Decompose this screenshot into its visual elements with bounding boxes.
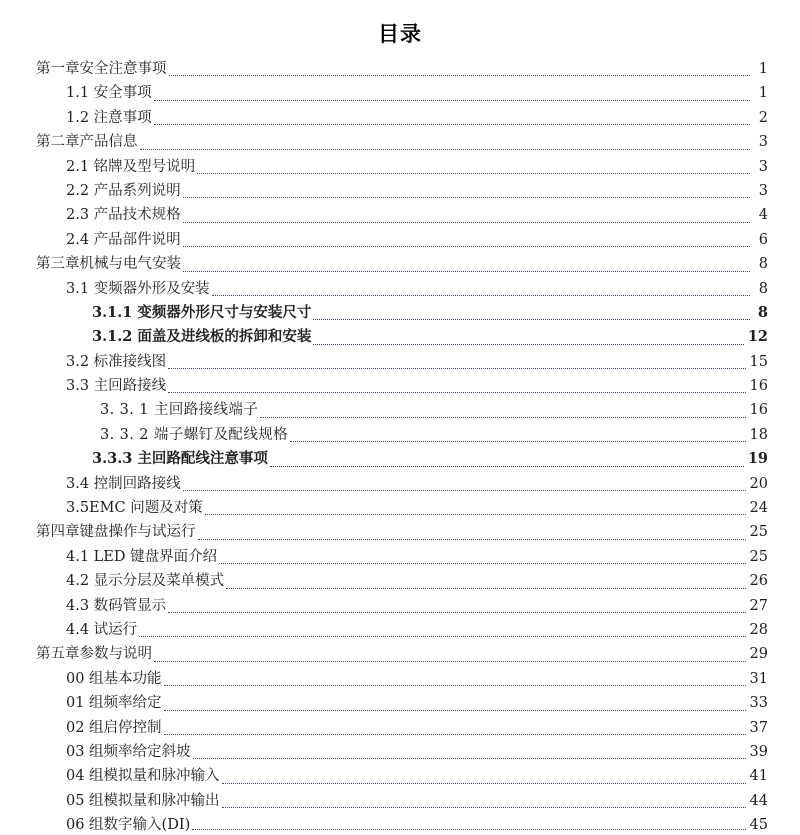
toc-entry[interactable] [92, 447, 768, 471]
toc-entry[interactable] [66, 569, 768, 593]
toc-entry[interactable] [66, 618, 768, 642]
toc-entry-page-number: 39 [749, 743, 768, 760]
toc-entry[interactable] [66, 179, 768, 203]
toc-entry-label: 3. 3. 1 主回路接线端子 [100, 402, 259, 419]
toc-entry-label: 3.4 控制回路接线 [66, 475, 181, 492]
toc-entry[interactable] [92, 301, 768, 325]
toc-entry-page-number: 8 [758, 256, 768, 273]
toc-entry[interactable] [66, 813, 768, 835]
toc-entry-label: 4.2 显示分层及菜单模式 [66, 573, 225, 590]
toc-entry-label: 2.2 产品系列说明 [66, 182, 181, 199]
toc-entry[interactable] [66, 545, 768, 569]
toc-entry[interactable] [66, 740, 768, 764]
toc-dot-leader [183, 259, 750, 273]
toc-entry[interactable] [66, 496, 768, 520]
toc-dot-leader [168, 600, 745, 614]
toc-entry-page-number: 44 [749, 792, 768, 809]
toc-dot-leader [183, 234, 750, 248]
toc-entry-page-number: 1 [758, 85, 768, 102]
toc-entry-page-number: 18 [749, 426, 768, 443]
toc-entry-label: 2.3 产品技术规格 [66, 207, 181, 224]
toc-entry-label: 第二章产品信息 [36, 134, 138, 151]
toc-entry-label: 01 组频率给定 [66, 695, 162, 712]
toc-dot-leader [183, 185, 750, 199]
toc-entry-page-number: 31 [749, 670, 768, 687]
toc-entry-page-number: 19 [747, 450, 768, 468]
toc-entry-page-number: 41 [749, 768, 768, 785]
toc-entry-label: 3. 3. 2 端子螺钉及配线规格 [100, 426, 289, 443]
toc-entry[interactable] [66, 716, 768, 740]
toc-entry-label: 02 组启停控制 [66, 719, 162, 736]
toc-entry[interactable] [36, 57, 768, 81]
toc-dot-leader [154, 649, 746, 663]
toc-entry[interactable] [100, 423, 768, 447]
toc-dot-leader [168, 356, 745, 370]
toc-entry[interactable] [66, 277, 768, 301]
toc-entry-page-number: 3 [758, 158, 768, 175]
toc-entry-label: 05 组模拟量和脉冲输出 [66, 792, 220, 809]
toc-entry-page-number: 37 [749, 719, 768, 736]
toc-entry-page-number: 3 [758, 134, 768, 151]
toc-entry[interactable] [36, 642, 768, 666]
toc-entry-label: 4.3 数码管显示 [66, 597, 167, 614]
toc-entry[interactable] [66, 764, 768, 788]
toc-entry-label: 3.1.2 面盖及进线板的拆卸和安装 [92, 328, 312, 346]
toc-dot-leader [164, 673, 746, 687]
toc-entry-label: 第五章参数与说明 [36, 646, 152, 663]
toc-dot-leader [183, 478, 746, 492]
toc-entry[interactable] [66, 472, 768, 496]
toc-entry[interactable] [92, 325, 768, 349]
toc-entry-page-number: 16 [749, 402, 768, 419]
toc-entry[interactable] [66, 203, 768, 227]
table-of-contents [0, 57, 800, 835]
toc-dot-leader [313, 307, 750, 321]
toc-dot-leader [212, 283, 750, 297]
toc-entry-label: 第一章安全注意事项 [36, 61, 167, 77]
toc-dot-leader [222, 771, 746, 785]
toc-entry-page-number: 16 [749, 378, 768, 395]
toc-entry[interactable] [66, 106, 768, 130]
toc-entry[interactable] [36, 520, 768, 544]
toc-entry-page-number: 29 [749, 646, 768, 663]
toc-dot-leader [164, 722, 746, 736]
toc-entry-label: 04 组模拟量和脉冲输入 [66, 768, 220, 785]
toc-dot-leader [140, 137, 751, 151]
toc-entry-page-number: 1 [758, 61, 768, 77]
toc-entry-label: 3.1.1 变频器外形尺寸与安装尺寸 [92, 303, 312, 321]
toc-dot-leader [198, 527, 746, 541]
toc-dot-leader [270, 454, 744, 468]
toc-entry-label: 4.4 试运行 [66, 621, 138, 638]
toc-entry-page-number: 33 [749, 695, 768, 712]
toc-dot-leader [290, 429, 746, 443]
toc-entry-page-number: 8 [757, 303, 768, 321]
toc-dot-leader [260, 405, 745, 419]
toc-entry-page-number: 8 [758, 280, 768, 297]
toc-entry-label: 第四章键盘操作与试运行 [36, 524, 196, 541]
page-title: 目录 [378, 21, 422, 46]
toc-entry[interactable] [66, 594, 768, 618]
toc-entry-label: 4.1 LED 键盘界面介绍 [66, 548, 218, 565]
toc-entry-label: 2.1 铭牌及型号说明 [66, 158, 196, 175]
toc-entry-page-number: 25 [749, 548, 768, 565]
toc-entry-page-number: 20 [749, 475, 768, 492]
toc-entry-page-number: 26 [749, 573, 768, 590]
toc-entry[interactable] [66, 667, 768, 691]
toc-entry-label: 3.3.3 主回路配线注意事项 [92, 450, 268, 468]
toc-entry-label: 00 组基本功能 [66, 670, 162, 687]
toc-entry[interactable] [66, 228, 768, 252]
toc-entry-label: 3.5EMC 问题及对策 [66, 500, 203, 517]
toc-dot-leader [193, 746, 746, 760]
toc-entry[interactable] [36, 252, 768, 276]
toc-dot-leader [205, 502, 746, 516]
toc-dot-leader [192, 817, 745, 831]
toc-dot-leader [169, 63, 751, 77]
toc-entry-page-number: 12 [747, 328, 768, 346]
toc-entry-label: 03 组频率给定斜坡 [66, 743, 191, 760]
toc-entry[interactable] [36, 130, 768, 154]
toc-dot-leader [139, 624, 745, 638]
toc-dot-leader [226, 576, 745, 590]
toc-entry-label: 06 组数字输入(DI) [66, 817, 191, 834]
toc-entry-page-number: 27 [749, 597, 768, 614]
toc-entry-page-number: 4 [758, 207, 768, 224]
toc-entry-page-number: 45 [749, 817, 768, 834]
toc-entry-page-number: 24 [749, 500, 768, 517]
toc-entry[interactable] [66, 691, 768, 715]
toc-dot-leader [154, 88, 750, 102]
toc-entry-page-number: 6 [758, 231, 768, 248]
toc-dot-leader [313, 332, 743, 346]
toc-entry-page-number: 25 [749, 524, 768, 541]
toc-dot-leader [219, 551, 745, 565]
toc-dot-leader [183, 210, 750, 224]
toc-entry-label: 1.2 注意事项 [66, 109, 152, 126]
toc-entry[interactable] [100, 398, 768, 422]
toc-dot-leader [222, 795, 746, 809]
toc-dot-leader [164, 698, 746, 712]
toc-entry[interactable] [66, 350, 768, 374]
toc-dot-leader [154, 112, 750, 126]
toc-entry-label: 第三章机械与电气安装 [36, 256, 181, 273]
toc-entry-label: 1.1 安全事项 [66, 85, 152, 102]
toc-entry-label: 2.4 产品部件说明 [66, 231, 181, 248]
toc-entry[interactable] [66, 155, 768, 179]
toc-entry[interactable] [66, 374, 768, 398]
toc-entry[interactable] [66, 789, 768, 813]
toc-entry-page-number: 3 [758, 182, 768, 199]
toc-dot-leader [168, 380, 745, 394]
toc-entry-label: 3.1 变频器外形及安装 [66, 280, 210, 297]
toc-entry-label: 3.2 标准接线图 [66, 353, 167, 370]
toc-entry-page-number: 15 [749, 353, 768, 370]
toc-entry-label: 3.3 主回路接线 [66, 378, 167, 395]
toc-entry[interactable] [66, 81, 768, 105]
toc-entry-page-number: 2 [758, 109, 768, 126]
toc-entry-page-number: 28 [749, 621, 768, 638]
toc-dot-leader [197, 161, 750, 175]
